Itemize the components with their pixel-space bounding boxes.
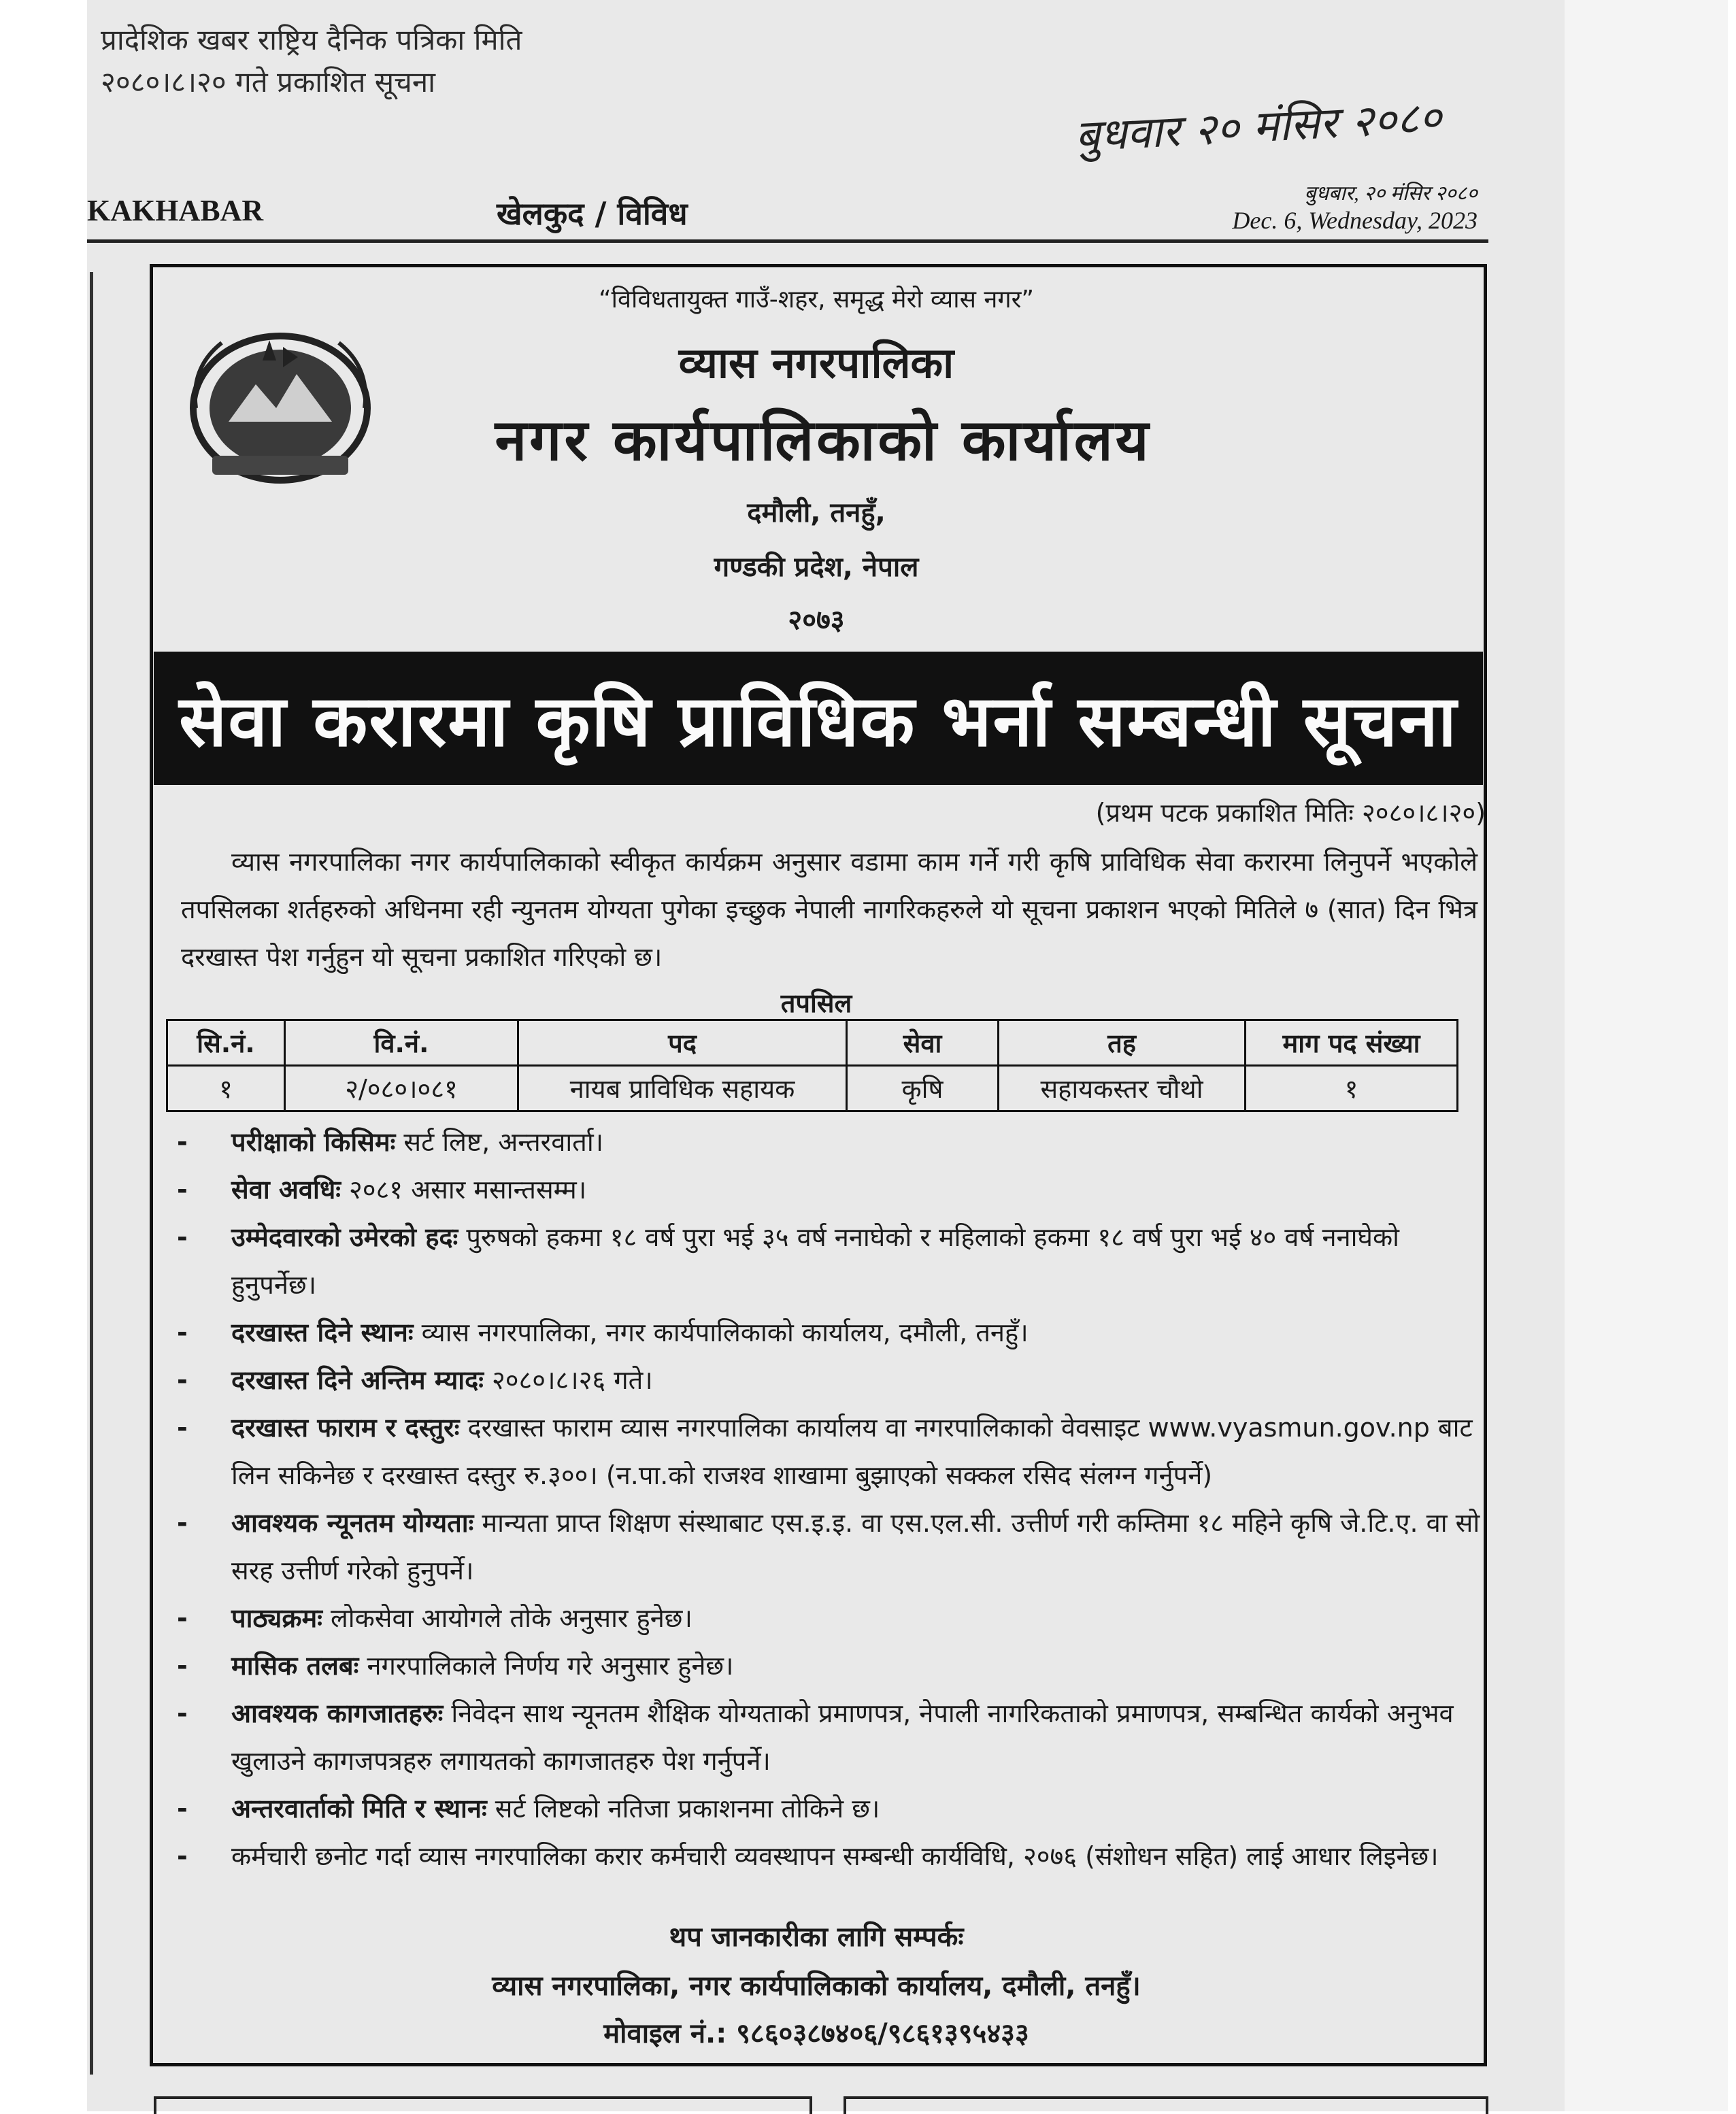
- notice-title-banner: सेवा करारमा कृषि प्राविधिक भर्ना सम्बन्धी सूचना: [154, 652, 1483, 785]
- paper-edge: [1565, 0, 1728, 2111]
- table-cell: २/०८०।०८१: [285, 1066, 518, 1111]
- table-cell: १: [1246, 1066, 1458, 1111]
- address-line1: दमौली, तनहुँ,: [747, 497, 886, 528]
- slogan: “विविधतायुक्त गाउँ-शहर, समृद्ध मेरो व्यास नगर”: [599, 286, 1034, 314]
- clipping-note-line2: २०८०।८।२० गते प्रकाशित सूचना: [101, 65, 436, 99]
- condition-label: दरखास्त दिने अन्तिम म्यादः: [231, 1365, 484, 1395]
- condition-text: नगरपालिकाले निर्णय गरे अनुसार हुनेछ।: [367, 1651, 734, 1681]
- condition-text: पुरुषको हकमा १८ वर्ष पुरा भई ३५ वर्ष ननाघेको र महिलाको हकमा १८ वर्ष पुरा भई ४० वर्ष ननाघेको हुनुपर्नेछ।: [231, 1222, 1399, 1300]
- condition-text: सर्ट लिष्ट, अन्तरवार्ता।: [403, 1127, 604, 1157]
- condition-label: अन्तरवार्ताको मिति र स्थानः: [231, 1794, 487, 1824]
- condition-text: २०८१ असार मसान्तसम्म।: [349, 1175, 587, 1205]
- list-item: [174, 1166, 1484, 1213]
- column-header: वि.नं.: [285, 1020, 518, 1066]
- list-item: [174, 1690, 1484, 1785]
- condition-text: लोकसेवा आयोगले तोके अनुसार हुनेछ।: [331, 1603, 692, 1633]
- column-header: माग पद संख्या: [1246, 1020, 1458, 1066]
- list-item: [174, 1642, 1484, 1690]
- condition-label: आवश्यक न्यूनतम योग्यताः: [231, 1508, 474, 1538]
- condition-text: कर्मचारी छनोट गर्दा व्यास नगरपालिका करार कर्मचारी व्यवस्थापन सम्बन्धी कार्यविधि, २०७६ (संशोधन सहित) लाई आधार लिइनेछ।: [231, 1841, 1439, 1871]
- list-item: [174, 1356, 1484, 1404]
- vacancy-table: [166, 1019, 1458, 1112]
- clipping-note-line1: प्रादेशिक खबर राष्ट्रिय दैनिक पत्रिका मिति: [101, 23, 522, 56]
- table-cell: नायब प्राविधिक सहायक: [518, 1066, 847, 1111]
- conditions-list: [174, 1118, 1484, 1880]
- condition-label: दरखास्त दिने स्थानः: [231, 1318, 414, 1347]
- list-item: [174, 1404, 1484, 1499]
- list-item: [174, 1785, 1484, 1832]
- table-row: [167, 1066, 1458, 1111]
- table-cell: सहायकस्तर चौथो: [999, 1066, 1246, 1111]
- establishment-year: २०७३: [788, 605, 845, 636]
- address-line2: गण्डकी प्रदेश, नेपाल: [714, 552, 919, 583]
- date-english: Dec. 6, Wednesday, 2023: [1232, 207, 1478, 234]
- intro-paragraph: व्यास नगरपालिका नगर कार्यपालिकाको स्वीकृत कार्यक्रम अनुसार वडामा काम गर्ने गरी कृषि प्राविधिक सेवा करारमा लिनुपर्ने भएकोले तपसिलका शर्तहरुको अधिनमा रही न्युनतम योग्यता पुगेका इच्छुक नेपाली नागरिकहरुले यो सूचना प्रकाशन भएको मितिले ७ (सात) दिन भित्र दरखास्त पेश गर्नुहुन यो सूचना प्रकाशित गरिएको छ।: [181, 847, 1478, 972]
- list-item: [174, 1832, 1484, 1880]
- condition-text: दरखास्त फाराम व्यास नगरपालिका कार्यालय वा नगरपालिकाको वेवसाइट www.vyasmun.gov.np बाट लिन सकिनेछ र दरखास्त दस्तुर रु.३००। (न.पा.को राजश्व शाखामा बुझाएको सक्कल रसिद संलग्न गर्नुपर्ने): [231, 1413, 1473, 1490]
- table-cell: कृषि: [847, 1066, 999, 1111]
- handwritten-date: बुधवार २० मंसिर २०८०: [1073, 92, 1443, 163]
- condition-label: मासिक तलबः: [231, 1651, 359, 1681]
- masthead-rule: [87, 239, 1488, 243]
- list-item: [174, 1309, 1484, 1356]
- clipping-note: [101, 19, 522, 103]
- list-item: [174, 1499, 1484, 1594]
- contact-address: व्यास नगरपालिका, नगर कार्यपालिकाको कार्यालय, दमौली, तनहुँ।: [492, 1970, 1141, 2002]
- paper-name: KAKHABAR: [87, 194, 264, 227]
- condition-text: मान्यता प्राप्त शिक्षण संस्थाबाट एस.इ.इ. वा एस.एल.सी. उत्तीर्ण गरी कम्तिमा १८ महिने कृषि जे.टि.ए. वा सो सरह उत्तीर्ण गरेको हुनुपर्ने।: [231, 1508, 1480, 1586]
- condition-text: सर्ट लिष्टको नतिजा प्रकाशनमा तोकिने छ।: [495, 1794, 880, 1824]
- municipality-name: व्यास नगरपालिका: [678, 338, 954, 388]
- list-item: [174, 1118, 1484, 1166]
- table-header-row: [167, 1020, 1458, 1066]
- office-name: नगर कार्यपालिकाको कार्यालय: [495, 407, 1152, 473]
- next-ad-box: [154, 2096, 812, 2114]
- column-header: सि.नं.: [167, 1020, 285, 1066]
- condition-label: सेवा अवधिः: [231, 1175, 341, 1205]
- condition-label: उम्मेदवारको उमेरको हदः: [231, 1222, 458, 1252]
- section-title: खेलकुद / विविध: [497, 195, 688, 232]
- date-nepali: बुधबार, २० मंसिर २०८०: [1304, 182, 1478, 205]
- condition-label: दरखास्त फाराम र दस्तुरः: [231, 1413, 460, 1443]
- column-rule: [90, 272, 93, 2075]
- condition-text: २०८०।८।२६ गते।: [492, 1365, 653, 1395]
- list-item: [174, 1594, 1484, 1642]
- masthead-date: [1232, 178, 1478, 235]
- condition-text: निवेदन साथ न्यूनतम शैक्षिक योग्यताको प्रमाणपत्र, नेपाली नागरिकताको प्रमाणपत्र, सम्बन्धित कार्यको अनुभव खुलाउने कागजपत्रहरु लगायतको कागजातहरु पेश गर्नुपर्ने।: [231, 1698, 1454, 1776]
- contact-heading: थप जानकारीका लागि सम्पर्कः: [669, 1922, 964, 1953]
- condition-label: परीक्षाको किसिमः: [231, 1127, 396, 1157]
- column-header: सेवा: [847, 1020, 999, 1066]
- contact-mobile: मोवाइल नं.: ९८६०३८७४०६/९८६१३९५४३३: [603, 2018, 1029, 2049]
- nepal-emblem-icon: [181, 320, 380, 498]
- next-ad-box: [844, 2096, 1488, 2114]
- condition-label: आवश्यक कागजातहरुः: [231, 1698, 444, 1728]
- first-published-date: (प्रथम पटक प्रकाशित मितिः २०८०।८।२०): [1095, 798, 1486, 828]
- table-caption: तपसिल: [780, 988, 852, 1018]
- table-cell: १: [167, 1066, 285, 1111]
- condition-text: व्यास नगरपालिका, नगर कार्यपालिकाको कार्यालय, दमौली, तनहुँ।: [421, 1318, 1029, 1347]
- column-header: पद: [518, 1020, 847, 1066]
- condition-label: पाठ्यक्रमः: [231, 1603, 322, 1633]
- column-header: तह: [999, 1020, 1246, 1066]
- list-item: [174, 1213, 1484, 1309]
